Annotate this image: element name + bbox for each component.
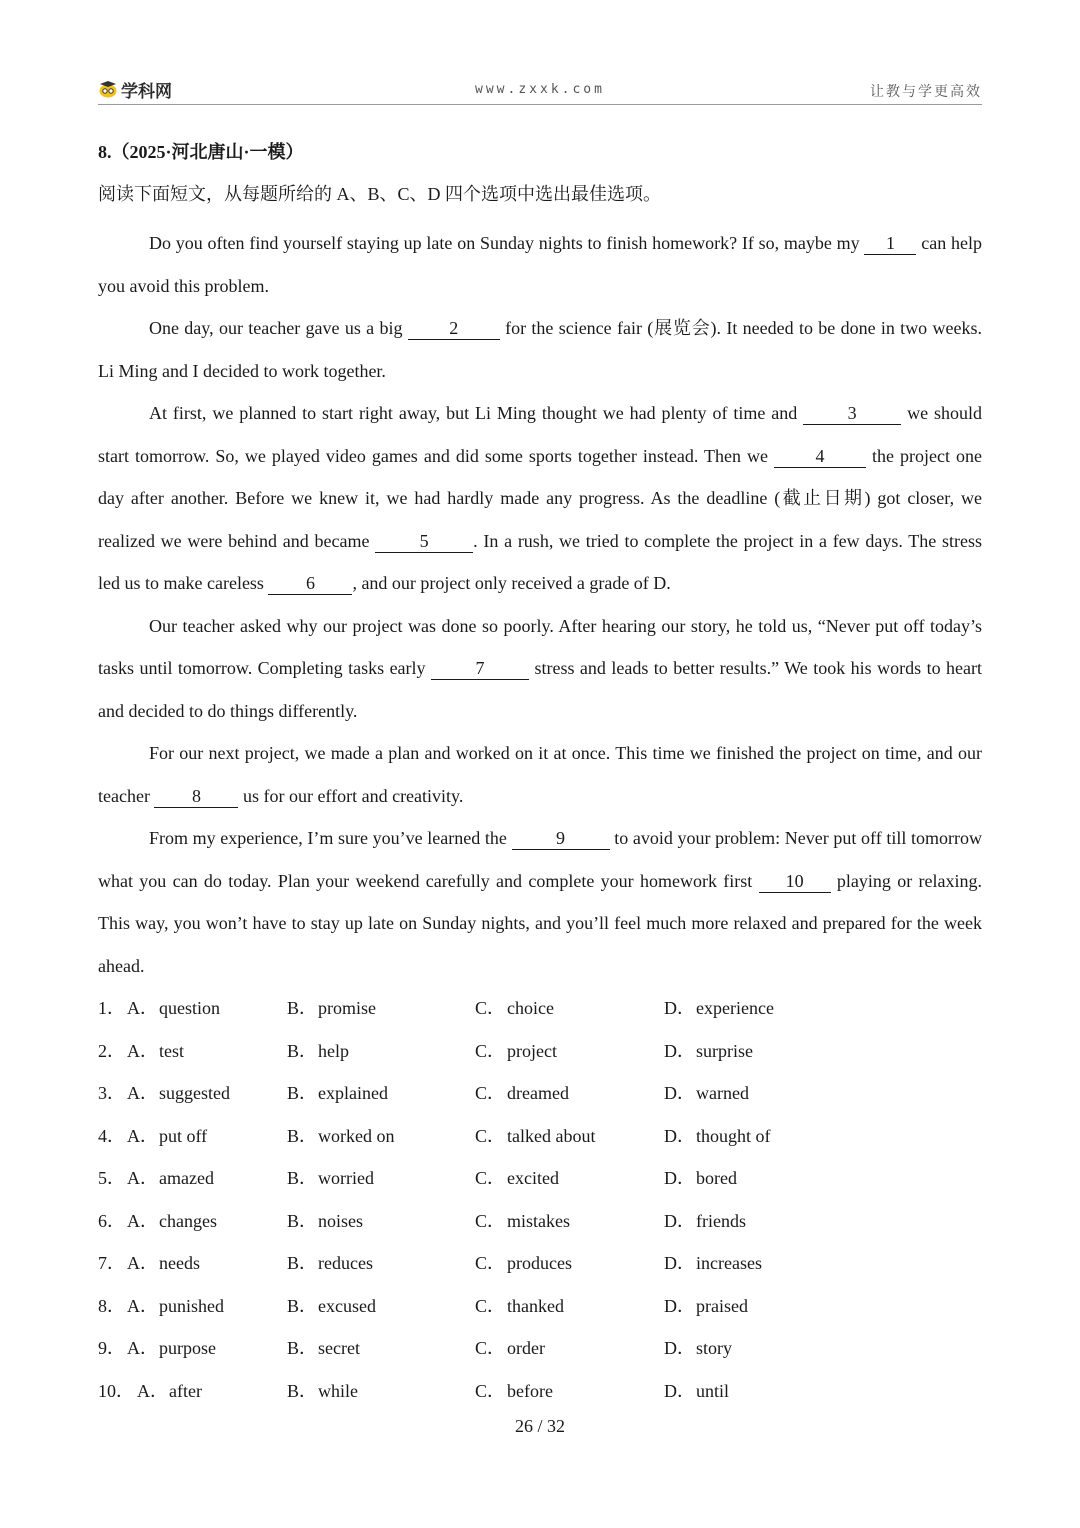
option-letter-c: C． <box>475 1295 506 1316</box>
option-row <box>98 1030 982 1073</box>
option-c: excited <box>507 1168 559 1188</box>
option-number: 10． <box>98 1380 134 1401</box>
option-letter-a: A． <box>127 1083 158 1103</box>
option-letter-a: A． <box>137 1380 168 1401</box>
passage-paragraph <box>98 222 982 307</box>
option-letter-d: D． <box>664 1380 695 1401</box>
option-letter-b: B． <box>287 1083 318 1103</box>
page-number: 26 / 32 <box>514 1416 565 1436</box>
option-row <box>98 1072 982 1115</box>
passage-text: us for our effort and creativity. <box>238 785 464 806</box>
option-c: project <box>507 1040 557 1061</box>
option-letter-b: B． <box>287 1338 318 1358</box>
option-a: after <box>169 1380 202 1401</box>
option-letter-c: C． <box>475 1125 506 1146</box>
option-a: amazed <box>159 1168 214 1188</box>
passage-paragraph <box>98 307 982 392</box>
answer-blank: 10 <box>759 870 831 893</box>
passage-text: , and our project only received a grade of D. <box>352 573 671 593</box>
passage-text: the project one day after another. Before we knew it, we had hardly made any progress. As the deadline (截止日期) got closer, we realized we were behind and became <box>98 445 982 551</box>
option-letter-c: C． <box>475 1210 506 1231</box>
option-row <box>98 1115 982 1158</box>
option-d: until <box>696 1380 730 1401</box>
option-row <box>98 1242 982 1285</box>
option-row <box>98 1157 982 1200</box>
option-letter-d: D． <box>664 1295 695 1316</box>
option-number: 5． <box>98 1168 125 1188</box>
site-url: www.zxxk.com <box>475 82 605 97</box>
option-letter-c: C． <box>475 1338 506 1358</box>
option-d: thought of <box>696 1125 771 1146</box>
option-letter-c: C． <box>475 1083 506 1103</box>
passage-text: we should start tomorrow. So, we played video games and did some sports together instead. Then we <box>98 403 982 466</box>
page-header <box>98 76 982 105</box>
passage-text: At first, we planned to start right away, but Li Ming thought we had plenty of time and <box>149 403 804 423</box>
option-b: noises <box>318 1210 363 1231</box>
option-a: test <box>159 1040 184 1061</box>
option-letter-d: D． <box>664 1125 695 1146</box>
option-c: dreamed <box>507 1083 569 1103</box>
option-row <box>98 1200 982 1243</box>
option-c: mistakes <box>507 1210 570 1231</box>
option-letter-d: D． <box>664 1168 695 1188</box>
question-title: 8.（2025·河北唐山·一模） <box>98 142 304 162</box>
option-letter-b: B． <box>287 1253 318 1273</box>
option-number: 4． <box>98 1125 125 1146</box>
passage-paragraph <box>98 392 982 605</box>
option-b: excused <box>318 1295 376 1316</box>
question-instruction: 阅读下面短文，从每题所给的 A、B、C、D 四个选项中选出最佳选项。 <box>98 184 662 204</box>
option-d: praised <box>696 1295 748 1316</box>
option-row <box>98 1370 982 1413</box>
answer-blank: 9 <box>512 827 610 850</box>
option-letter-a: A． <box>127 1040 158 1061</box>
answer-blank: 8 <box>154 785 238 808</box>
passage-paragraph <box>98 605 982 733</box>
answer-blank: 5 <box>375 530 473 553</box>
answer-blank: 1 <box>864 232 916 255</box>
option-letter-d: D． <box>664 1338 695 1358</box>
passage-text: playing or relaxing. This way, you won’t have to stay up late on Sunday nights, and you’ll feel much more relaxed and prepared for the week ahead. <box>98 870 982 976</box>
option-d: surprise <box>696 1040 753 1061</box>
passage-text: Do you often find yourself staying up late on Sunday nights to finish homework? If so, maybe my <box>149 233 865 253</box>
option-b: worried <box>318 1168 374 1188</box>
option-a: put off <box>159 1125 208 1146</box>
option-a: changes <box>159 1210 217 1231</box>
option-letter-c: C． <box>475 1040 506 1061</box>
option-b: worked on <box>318 1125 395 1146</box>
option-letter-c: C． <box>475 1380 506 1401</box>
answer-blank: 3 <box>803 402 901 425</box>
option-letter-d: D． <box>664 1253 695 1273</box>
option-d: story <box>696 1338 732 1358</box>
option-a: purpose <box>159 1338 216 1358</box>
option-row <box>98 987 982 1030</box>
option-letter-c: C． <box>475 998 506 1018</box>
option-letter-c: C． <box>475 1168 506 1188</box>
option-d: warned <box>696 1083 749 1103</box>
answer-blank: 4 <box>774 445 866 468</box>
passage-text: for the science fair (展览会). It needed to be done in two weeks. Li Ming and I decided to work together. <box>98 318 982 381</box>
option-letter-d: D． <box>664 1210 695 1231</box>
passage-text: can help you avoid this problem. <box>98 233 982 296</box>
option-letter-a: A． <box>127 1125 158 1146</box>
options-list <box>98 987 982 1412</box>
option-number: 3． <box>98 1083 125 1103</box>
option-letter-b: B． <box>287 1168 318 1188</box>
option-c: choice <box>507 998 554 1018</box>
answer-blank: 6 <box>268 572 352 595</box>
option-b: while <box>318 1380 358 1401</box>
option-number: 9． <box>98 1338 125 1358</box>
passage <box>98 222 982 987</box>
option-letter-a: A． <box>127 1295 158 1316</box>
option-letter-b: B． <box>287 998 318 1018</box>
option-letter-b: B． <box>287 1295 318 1316</box>
option-letter-d: D． <box>664 998 695 1018</box>
option-number: 6． <box>98 1210 125 1231</box>
option-letter-b: B． <box>287 1210 318 1231</box>
option-number: 7． <box>98 1253 125 1273</box>
option-letter-b: B． <box>287 1040 318 1061</box>
option-number: 1． <box>98 998 125 1018</box>
option-letter-a: A． <box>127 1210 158 1231</box>
logo-text: 学科网 <box>121 81 172 102</box>
option-a: needs <box>159 1253 200 1273</box>
option-row <box>98 1285 982 1328</box>
option-c: thanked <box>507 1295 564 1316</box>
option-c: talked about <box>507 1125 596 1146</box>
option-number: 2． <box>98 1040 125 1061</box>
option-letter-a: A． <box>127 1338 158 1358</box>
option-c: order <box>507 1338 545 1358</box>
option-a: question <box>159 998 220 1018</box>
passage-text: to avoid your problem: Never put off till tomorrow what you can do today. Plan your weekend carefully and complete your homework first <box>98 828 982 891</box>
document-body <box>98 138 982 1412</box>
passage-text: From my experience, I’m sure you’ve learned the <box>149 828 512 848</box>
option-b: reduces <box>318 1253 373 1273</box>
passage-text: For our next project, we made a plan and worked on it at once. This time we finished the project on time, and our teacher <box>98 743 982 806</box>
answer-blank: 2 <box>408 317 500 340</box>
option-letter-a: A． <box>127 1168 158 1188</box>
option-d: increases <box>696 1253 762 1273</box>
passage-text: stress and leads to better results.” We took his words to heart and decided to do things differently. <box>98 658 983 721</box>
option-d: experience <box>696 998 774 1018</box>
option-a: punished <box>159 1295 224 1316</box>
option-d: friends <box>696 1210 746 1231</box>
option-a: suggested <box>159 1083 230 1103</box>
passage-text: One day, our teacher gave us a big <box>149 318 408 338</box>
option-letter-a: A． <box>127 998 158 1018</box>
option-row <box>98 1327 982 1370</box>
option-b: help <box>318 1040 349 1061</box>
passage-paragraph <box>98 817 982 987</box>
header-slogan: 让教与学更高效 <box>870 84 982 100</box>
passage-text: Our teacher asked why our project was done so poorly. After hearing our story, he told us, “Never put off today’s tasks until tomorrow. Completing tasks early <box>98 615 982 678</box>
option-b: secret <box>318 1338 360 1358</box>
option-b: explained <box>318 1083 388 1103</box>
option-b: promise <box>318 998 376 1018</box>
option-letter-a: A． <box>127 1253 158 1273</box>
option-c: before <box>507 1380 553 1401</box>
option-letter-c: C． <box>475 1253 506 1273</box>
answer-blank: 7 <box>431 657 529 680</box>
option-letter-d: D． <box>664 1040 695 1061</box>
option-letter-d: D． <box>664 1083 695 1103</box>
option-number: 8． <box>98 1295 125 1316</box>
option-c: produces <box>507 1253 572 1273</box>
option-d: bored <box>696 1168 737 1188</box>
passage-paragraph <box>98 732 982 817</box>
option-letter-b: B． <box>287 1380 318 1401</box>
option-letter-b: B． <box>287 1125 318 1146</box>
passage-text: . In a rush, we tried to complete the project in a few days. The stress led us to make careless <box>98 530 982 593</box>
